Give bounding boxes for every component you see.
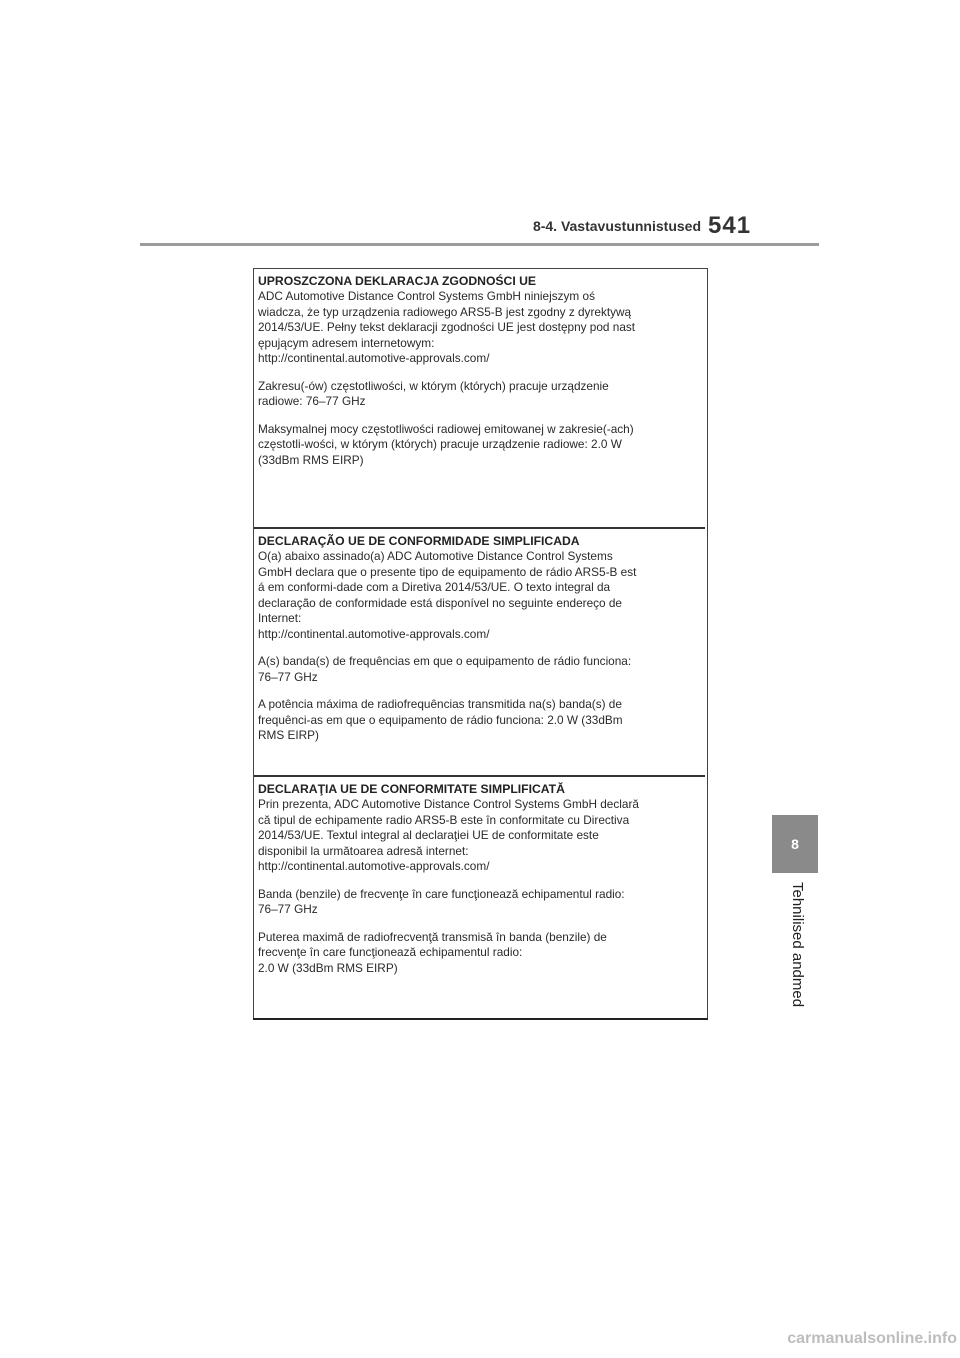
text-line: Internet: — [258, 611, 302, 625]
text-line: (33dBm RMS EIRP) — [258, 452, 364, 467]
declaration-intro — [258, 797, 701, 875]
text-line: GmbH declara que o presente tipo de equipamento de rádio ARS5-B est — [258, 564, 637, 579]
declaration-power — [258, 422, 701, 469]
declaration-power — [258, 697, 701, 744]
text-line: frequênci-as em que o equipamento de rádio funciona: 2.0 W (33dBm — [258, 712, 623, 727]
text-line: radiowe: 76–77 GHz — [258, 394, 366, 408]
text-line: 2014/53/UE. Pełny tekst deklaracji zgodności UE jest dostępny pod nast — [258, 320, 636, 334]
declaration-section-ro — [254, 775, 705, 976]
declaration-box — [253, 268, 708, 1019]
text-line: RMS EIRP) — [258, 728, 319, 742]
text-line: częstotli-wości, w którym (których) pracuje urządzenie radiowe: 2.0 W — [258, 437, 622, 451]
text-line: Puterea maximă de radiofrecvenţă transmisă în banda (benzile) de — [258, 929, 607, 944]
text-line: A potência máxima de radiofrequências transmitida na(s) banda(s) de — [258, 697, 622, 711]
text-line: 2014/53/UE. Textul integral al declaraţiei UE de conformitate este — [258, 828, 599, 842]
section-title: 8-4. Vastavustunnistused — [532, 218, 701, 234]
text-line: 76–77 GHz — [258, 902, 318, 916]
url-text: http://continental.automotive-approvals.com/ — [258, 626, 490, 641]
declaration-heading: DECLARAŢIA UE DE CONFORMITATE SIMPLIFICATĂ — [258, 782, 565, 796]
text-line: ępującym adresem internetowym: — [258, 335, 435, 350]
text-line: că tipul de echipamente radio ARS5-B este în conformitate cu Directiva — [258, 812, 630, 827]
text-line: 76–77 GHz — [258, 669, 318, 684]
text-line: wiadcza, że typ urządzenia radiowego ARS5-B jest zgodny z dyrektywą — [258, 304, 632, 319]
text-line: ADC Automotive Distance Control Systems GmbH niniejszym oś — [258, 289, 595, 303]
text-line: frecvenţe în care funcţionează echipamentul radio: — [258, 945, 523, 959]
text-line: á em conformi-dade com a Diretiva 2014/53/UE. O texto integral da — [258, 580, 611, 594]
watermark: carmanualsonline.info — [787, 1330, 957, 1347]
header-divider — [140, 243, 819, 246]
text-line: A(s) banda(s) de frequências em que o equipamento de rádio funciona: — [258, 654, 632, 668]
declaration-band — [258, 887, 701, 918]
text-line: O(a) abaixo assinado(a) ADC Automotive Distance Control Systems — [258, 549, 613, 563]
declaration-power — [258, 930, 701, 977]
chapter-number-tab: 8 — [772, 815, 818, 873]
declaration-section-pl — [254, 269, 705, 468]
declaration-section-pt — [254, 527, 705, 744]
declaration-heading: DECLARAÇÃO UE DE CONFORMIDADE SIMPLIFICADA — [258, 534, 580, 548]
text-line: disponibil la următoarea adresă internet: — [258, 843, 469, 858]
declaration-heading: UPROSZCZONA DEKLARACJA ZGODNOŚCI UE — [258, 274, 537, 288]
page-number: 541 — [708, 212, 752, 239]
text-line: declaração de conformidade está disponível no seguinte endereço de — [258, 595, 622, 610]
text-line: Maksymalnej mocy częstotliwości radiowej emitowanej w zakresie(-ach) — [258, 421, 634, 436]
declaration-band — [258, 654, 701, 685]
url-text: http://continental.automotive-approvals.com/ — [258, 351, 490, 365]
text-line: Banda (benzile) de frecvenţe în care funcţionează echipamentul radio: — [258, 886, 625, 901]
url-text: http://continental.automotive-approvals.com/ — [258, 859, 490, 873]
declaration-intro — [258, 549, 701, 642]
text-line: Zakresu(-ów) częstotliwości, w którym (których) pracuje urządzenie — [258, 378, 609, 393]
text-line: 2.0 W (33dBm RMS EIRP) — [258, 960, 398, 975]
box-bottom-rule — [253, 1018, 708, 1020]
chapter-title: Tehnilised andmed — [789, 882, 806, 1008]
declaration-band — [258, 379, 701, 410]
declaration-intro — [258, 289, 701, 367]
text-line: Prin prezenta, ADC Automotive Distance Control Systems GmbH declară — [258, 797, 639, 811]
